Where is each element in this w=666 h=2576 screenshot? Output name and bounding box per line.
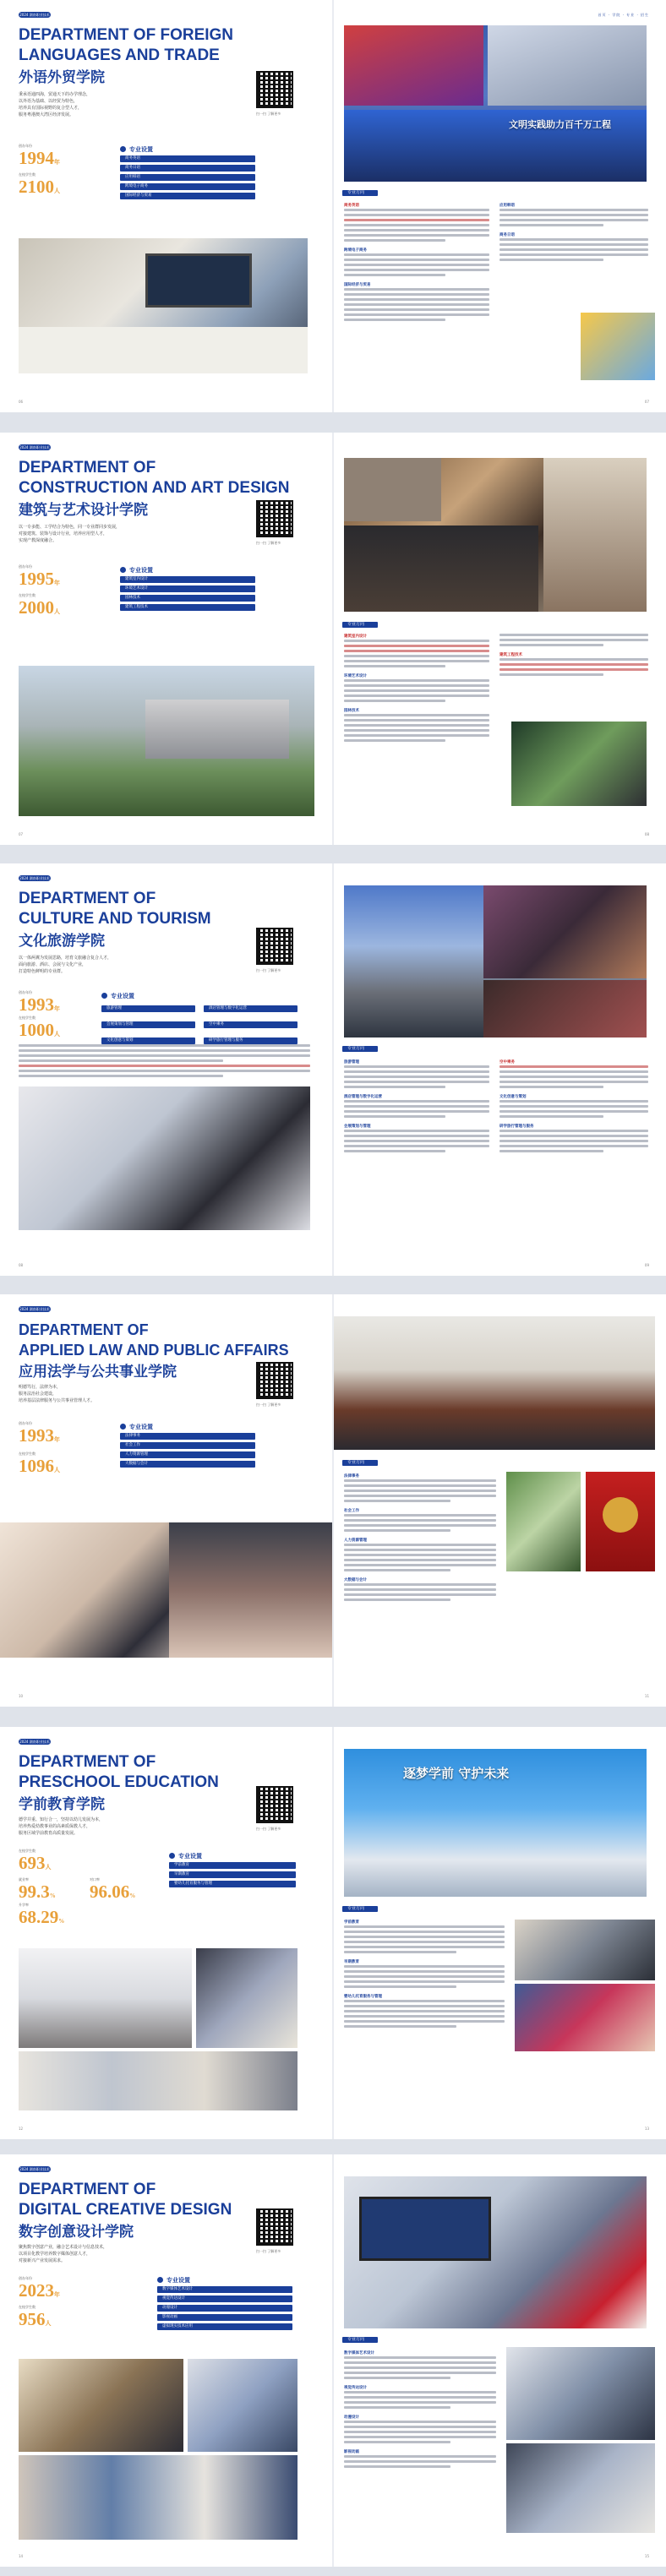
qr-code[interactable] [256, 1362, 293, 1399]
page-number: 08 [644, 832, 649, 836]
text-column-left [344, 1473, 496, 1604]
page-number: 10 [19, 1694, 24, 1698]
right-page [334, 2154, 666, 2567]
major-item[interactable]: 商务日语 [120, 165, 255, 172]
training-photo [515, 1920, 655, 1980]
stat-students: 1000人 [19, 1020, 60, 1040]
left-page [0, 2154, 332, 2567]
text-column-right [500, 634, 648, 678]
text-column [344, 1920, 505, 2030]
qr-caption: 扫一扫 了解更多 [256, 2249, 281, 2253]
subheading: 园林技术 [344, 709, 359, 713]
right-page [334, 433, 666, 845]
intro-paragraph [19, 1044, 310, 1080]
subheading: 婴幼儿托育服务与管理 [344, 1995, 382, 1999]
graduates-photo [19, 2359, 183, 2452]
stat-year-label: 创办年份 [19, 1421, 32, 1425]
dept-title-en: DEPARTMENT OF DIGITAL CREATIVE DESIGN [19, 2181, 232, 2219]
stat-students-label: 在校学生数 [19, 1016, 35, 1020]
subheading: 影视动画 [344, 2450, 359, 2454]
major-item[interactable]: 园林技术 [120, 595, 255, 602]
qr-code[interactable] [256, 928, 293, 965]
text-column-left [344, 1059, 489, 1155]
subheading: 应用韩语 [500, 204, 515, 208]
major-item[interactable]: 视觉传达设计 [157, 2296, 292, 2302]
subheading: 社会工作 [344, 1509, 359, 1513]
studio-photo [344, 458, 647, 612]
subheading: 商务日语 [500, 233, 515, 237]
stat-year: 1994年 [19, 148, 60, 168]
major-item[interactable]: 空中乘务 [204, 1021, 298, 1028]
stat-students-label: 在校学生数 [19, 2305, 35, 2309]
majors-heading: 专业设置 [120, 566, 153, 575]
majors-list [157, 2286, 292, 2333]
header-tag: 2024 湖南职业技术学院 [19, 876, 50, 886]
qr-caption: 扫一扫 了解更多 [256, 112, 281, 116]
spread-preschool-education [0, 1727, 666, 2139]
major-item[interactable]: 国际经济与贸易 [120, 193, 255, 199]
right-page [334, 1294, 666, 1707]
future-heading: 专业方向 [342, 1460, 378, 1466]
forum-photo [344, 1749, 647, 1897]
subheading: 建筑工程技术 [500, 653, 522, 657]
group-photo [344, 25, 647, 182]
stat-year: 1995年 [19, 569, 60, 589]
subheading: 国际经济与贸易 [344, 283, 371, 287]
page-number: 13 [644, 2127, 649, 2131]
major-item[interactable]: 旅游管理 [101, 1005, 195, 1012]
left-page [0, 0, 332, 412]
photo-caption: 文明实践助力百千万工程 [509, 119, 611, 130]
interior-photo [511, 722, 647, 806]
qr-code[interactable] [256, 71, 293, 108]
text-column-left [344, 634, 489, 744]
major-item[interactable]: 文化创意与策划 [101, 1037, 195, 1044]
stat-year-label: 创办年份 [19, 2276, 32, 2280]
major-item[interactable]: 影视动画 [157, 2314, 292, 2321]
header-tag: 2024 湖南职业技术学院 [19, 2167, 50, 2177]
subheading: 研学旅行管理与服务 [500, 1125, 534, 1129]
major-item[interactable]: 酒店管理与数字化运营 [204, 1005, 298, 1012]
subheading: 商务英语 [344, 204, 359, 208]
subheading: 酒店管理与数字化运营 [344, 1095, 382, 1099]
stat-students-label: 在校学生数 [19, 172, 35, 177]
stat-year: 1993年 [19, 1425, 60, 1446]
students-photo [19, 1086, 310, 1230]
top-nav: 首页 · 学院 · 专业 · 招生 [598, 13, 649, 17]
page-number: 06 [19, 400, 24, 404]
subheading: 会展策划与管理 [344, 1125, 371, 1129]
stat-label-a: 就业率 [19, 1877, 29, 1882]
dept-intro: 秉承语通四海，贸通天下的办学理念， 以外语为基础、以经贸为特色， 培养具有国际视野的复合型人才， 服务粤港澳大湾区经济发展。 [19, 92, 91, 117]
lab-photo [344, 2176, 647, 2328]
computer-lab-photo [506, 2347, 655, 2440]
dept-title-en: DEPARTMENT OF FOREIGN LANGUAGES AND TRADE [19, 26, 234, 64]
spread-digital-creative [0, 2154, 666, 2567]
text-column-right [500, 1059, 648, 1155]
qr-code[interactable] [256, 2208, 293, 2246]
stat-year: 2023年 [19, 2280, 60, 2301]
subheading: 数字媒体艺术设计 [344, 2351, 374, 2355]
majors-list [120, 155, 255, 202]
text-column [344, 2350, 496, 2470]
stat-students-label: 在校学生数 [19, 593, 35, 597]
right-page [334, 0, 666, 412]
page-number: 15 [644, 2554, 649, 2558]
majors-heading: 专业设置 [120, 1423, 153, 1431]
majors-list [120, 576, 255, 613]
future-heading: 专业方向 [342, 190, 378, 196]
text-column-left [344, 203, 489, 324]
qr-caption: 扫一扫 了解更多 [256, 1827, 281, 1831]
right-page [334, 1727, 666, 2139]
future-heading: 专业方向 [342, 1046, 378, 1052]
dept-title-cn: 应用法学与公共事业学院 [19, 1364, 177, 1381]
majors-heading: 专业设置 [157, 2276, 190, 2285]
stat-year-label: 创办年份 [19, 144, 32, 148]
subheading: 学前教育 [344, 1920, 359, 1925]
outdoor-photo [506, 1472, 581, 1571]
stat-students: 693人 [19, 1853, 52, 1873]
major-item[interactable]: 跨境电子商务 [120, 183, 255, 190]
left-page [0, 863, 332, 1276]
header-tag: 2024 湖南职业技术学院 [19, 1740, 50, 1750]
major-item[interactable]: 应用韩语 [120, 174, 255, 181]
spread-construction-art [0, 433, 666, 845]
header-tag: 2024 湖南职业技术学院 [19, 445, 50, 455]
stat-students: 2100人 [19, 177, 60, 197]
qr-caption: 扫一扫 了解更多 [256, 968, 281, 972]
major-item[interactable]: 婴幼儿托育服务与管理 [169, 1881, 296, 1887]
stat-students-label: 在校学生数 [19, 1451, 35, 1456]
dept-title-cn: 文化旅游学院 [19, 933, 105, 950]
art-class-photo [196, 1948, 298, 2048]
courtroom-photo [334, 1316, 655, 1450]
major-item[interactable]: 环境艺术设计 [120, 585, 255, 592]
subheading: 法律事务 [344, 1474, 359, 1479]
page-number: 08 [19, 1263, 24, 1267]
left-page [0, 1294, 332, 1707]
majors-heading: 专业设置 [169, 1852, 202, 1860]
dept-title-cn: 建筑与艺术设计学院 [19, 502, 148, 519]
qr-caption: 扫一扫 了解更多 [256, 1402, 281, 1407]
stat-further-study: 68.29% [19, 1907, 65, 1927]
major-item[interactable]: 研学旅行管理与服务 [204, 1037, 298, 1044]
dept-title-en: DEPARTMENT OF CULTURE AND TOURISM [19, 890, 211, 928]
majors-list [101, 1002, 308, 1050]
studio-photo [188, 2359, 298, 2452]
dept-intro: 以一体两翼为发展思路，培育文旅融合复合人才， 面向旅游、酒店、会展与文化产业， 打造特色鲜明的专业群。 [19, 956, 112, 974]
major-item[interactable]: 人力资源管理 [120, 1451, 255, 1458]
stat-students: 1096人 [19, 1456, 60, 1476]
dept-title-cn: 数字创意设计学院 [19, 2224, 134, 2241]
dept-title-en: DEPARTMENT OF CONSTRUCTION AND ART DESIGN [19, 459, 290, 497]
major-item[interactable]: 商务英语 [120, 155, 255, 162]
major-item[interactable]: 社会工作 [120, 1442, 255, 1449]
dept-intro: 聚焦数字创意产业，融合艺术设计与信息技术， 以项目化教学培养数字媒体创意人才， 对接新兴产业发展需求。 [19, 2245, 108, 2263]
stat-students-label: 在校学生数 [19, 1849, 35, 1853]
subheading: 早期教育 [344, 1960, 359, 1964]
future-heading: 专业方向 [342, 622, 378, 628]
future-heading: 专业方向 [342, 2337, 378, 2343]
qr-code[interactable] [256, 1786, 293, 1823]
left-page [0, 433, 332, 845]
spread-foreign-languages [0, 0, 666, 412]
page-number: 11 [644, 1694, 649, 1698]
major-item[interactable]: 学前教育 [169, 1862, 296, 1869]
major-item[interactable]: 虚拟现实技术应用 [157, 2323, 292, 2330]
subheading: 跨境电子商务 [344, 248, 367, 253]
stat-students: 956人 [19, 2309, 52, 2329]
campus-photo [19, 666, 314, 816]
tourism-photo [344, 885, 647, 1037]
majors-heading: 专业设置 [101, 992, 134, 1000]
major-item[interactable]: 建筑室内设计 [120, 576, 255, 583]
event-photo [581, 313, 655, 380]
stat-label-c: 升学率 [19, 1903, 29, 1907]
page-number: 09 [644, 1263, 649, 1267]
subheading: 大数据与会计 [344, 1578, 367, 1582]
dept-intro: 德学并重、知行合一，坚持以幼儿发展为本， 培养热爱幼教事业的高素质保教人才， 服务区域学前教育高质量发展。 [19, 1817, 104, 1836]
header-tag: 2024 湖南职业技术学院 [19, 1307, 50, 1317]
subheading: 旅游管理 [344, 1060, 359, 1065]
major-item[interactable]: 法律事务 [120, 1433, 255, 1440]
major-item[interactable]: 数字媒体艺术设计 [157, 2286, 292, 2293]
stat-year-label: 创办年份 [19, 990, 32, 994]
dept-intro: 明德笃行，法律为本， 服务法治社会建设， 培养基层法律服务与公共事业管理人才。 [19, 1385, 96, 1403]
dept-title-en: DEPARTMENT OF APPLIED LAW AND PUBLIC AFFAIRS [19, 1321, 289, 1359]
performance-photo [515, 1984, 655, 2051]
dept-title-cn: 学前教育学院 [19, 1796, 105, 1813]
stat-students: 2000人 [19, 597, 60, 618]
photo-caption: 逐梦学前 守护未来 [403, 1766, 510, 1781]
subheading: 视觉传达设计 [344, 2386, 367, 2390]
dance-photo [19, 1948, 192, 2048]
subheading: 空中乘务 [500, 1060, 515, 1065]
spread-culture-tourism [0, 863, 666, 1276]
major-item[interactable]: 动漫设计 [157, 2305, 292, 2312]
future-heading: 专业方向 [342, 1906, 378, 1912]
subheading: 文化创意与策划 [500, 1095, 527, 1099]
stat-label-b: 对口率 [90, 1877, 100, 1882]
subheading: 环境艺术设计 [344, 674, 367, 678]
exhibition-photo [19, 2455, 298, 2540]
stat-year-label: 创办年份 [19, 564, 32, 569]
header-tag: 2024 湖南职业技术学院 [19, 13, 50, 23]
page-number: 12 [19, 2127, 24, 2131]
page-number: 14 [19, 2554, 24, 2558]
major-item[interactable]: 会展策划与管理 [101, 1021, 195, 1028]
subheading: 人力资源管理 [344, 1539, 367, 1543]
left-page [0, 1727, 332, 2139]
dept-title-en: DEPARTMENT OF PRESCHOOL EDUCATION [19, 1753, 219, 1791]
spread-applied-law [0, 1294, 666, 1707]
majors-heading: 专业设置 [120, 145, 153, 154]
classroom-strip-photo [19, 2051, 298, 2110]
subheading: 动漫设计 [344, 2415, 359, 2420]
right-page [334, 863, 666, 1276]
major-item[interactable]: 早期教育 [169, 1871, 296, 1878]
major-item[interactable]: 建筑工程技术 [120, 604, 255, 611]
dept-intro: 以一专多能、工学结合为特色，同一专业群同步发展， 对接建筑、装饰与设计行业，培养应用型人才， 实现产教深度融合。 [19, 525, 121, 543]
majors-list [120, 1433, 255, 1470]
text-column-right [500, 203, 648, 264]
faculty-photo [0, 1522, 332, 1658]
workshop-photo [506, 2443, 655, 2533]
page-number: 07 [644, 400, 649, 404]
classroom-photo [19, 238, 308, 373]
qr-caption: 扫一扫 了解更多 [256, 541, 281, 545]
dept-title-cn: 外语外贸学院 [19, 69, 105, 86]
stat-year: 1993年 [19, 994, 60, 1015]
subheading: 建筑室内设计 [344, 634, 367, 639]
majors-list [169, 1862, 296, 1890]
page-number: 07 [19, 832, 24, 836]
constitution-book-photo [586, 1472, 655, 1571]
stat-employment: 99.3% [19, 1882, 56, 1902]
qr-code[interactable] [256, 500, 293, 537]
stat-match: 96.06% [90, 1882, 136, 1902]
major-item[interactable]: 大数据与会计 [120, 1461, 255, 1468]
